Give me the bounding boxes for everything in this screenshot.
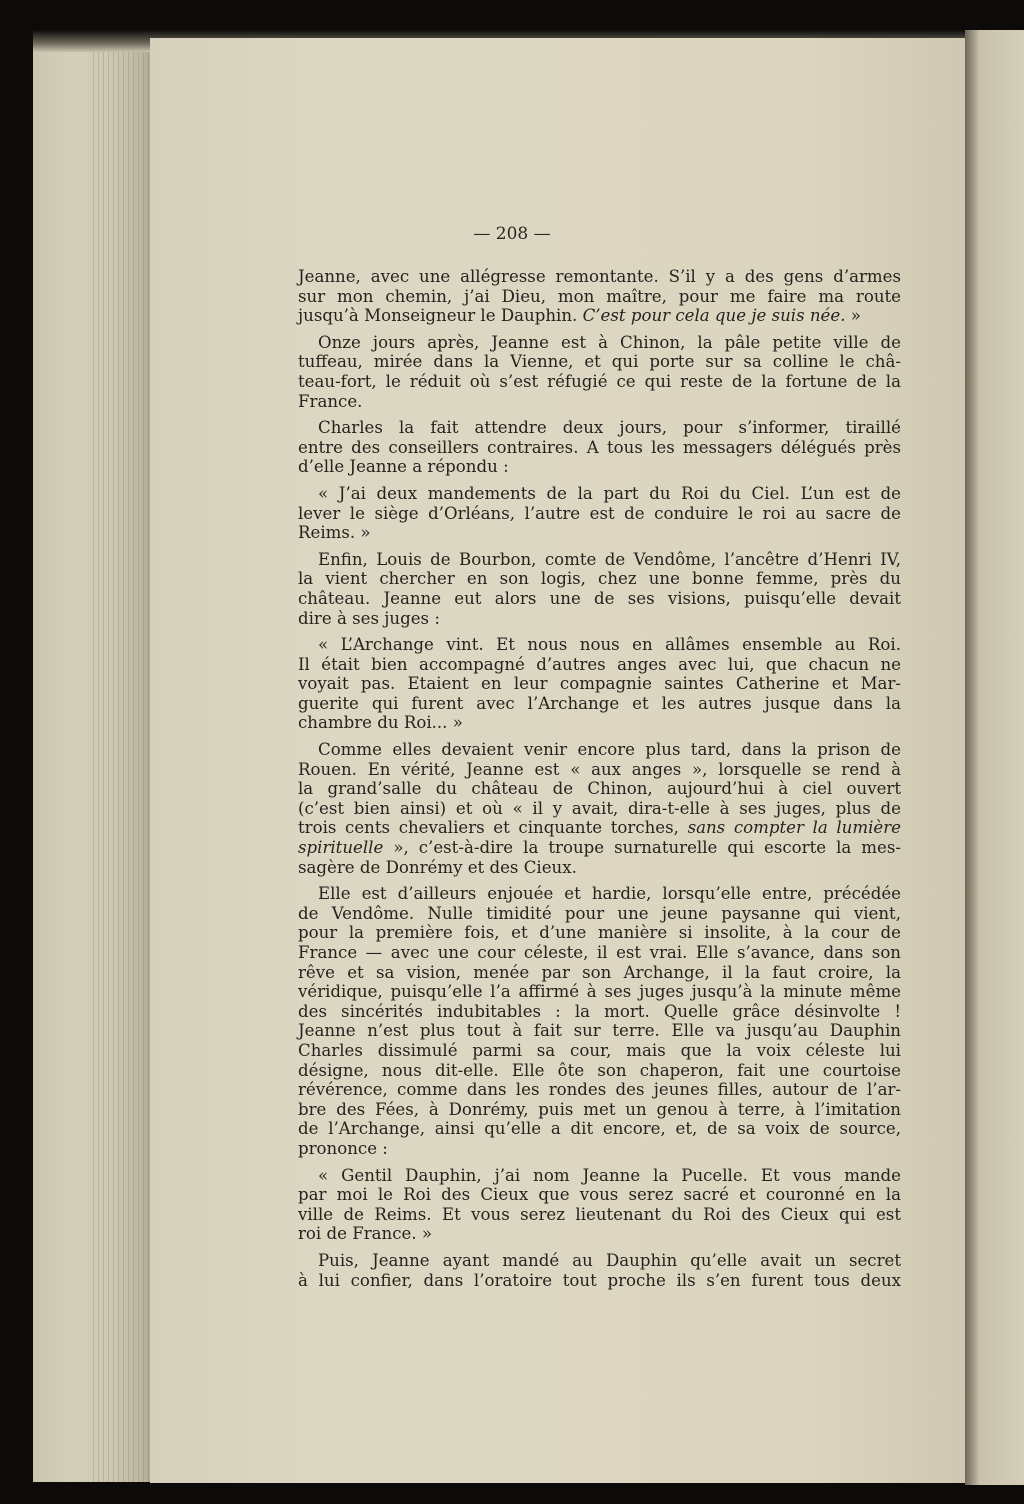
- text-segment: trois cents chevaliers et cinquante torches,: [298, 818, 688, 838]
- text-segment: rêve et sa vision, menée par son Archange, il la faut croire, la: [298, 962, 901, 982]
- text-line: [298, 760, 901, 780]
- text-segment: entre des conseillers contraires. A tous les messagers délégués près: [298, 437, 901, 457]
- page-number: — 208 —: [473, 224, 551, 244]
- text-line: [298, 858, 901, 878]
- text-segment: teau-fort, le réduit où s’est réfugié ce qui reste de la fortune de la: [298, 371, 901, 391]
- paragraph: [298, 884, 901, 1158]
- italic-text: C’est pour cela que je suis née.: [582, 306, 846, 326]
- text-line: [298, 438, 901, 458]
- text-segment: France — avec une cour céleste, il est vrai. Elle s’avance, dans son: [298, 943, 901, 962]
- text-segment: Puis, Jeanne ayant mandé au Dauphin qu’elle avait un secret: [318, 1250, 901, 1270]
- text-segment: Charles dissimulé parmi sa cour, mais que la voix céleste lui: [298, 1040, 901, 1060]
- text-segment: Enfin, Louis de Bourbon, comte de Vendôme, l’ancêtre d’Henri IV,: [318, 549, 901, 569]
- text-segment: guerite qui furent avec l’Archange et les autres jusque dans la: [298, 693, 901, 713]
- text-line: [298, 740, 901, 760]
- text-line: [298, 818, 901, 838]
- text-line: [298, 838, 901, 858]
- text-line: [298, 923, 901, 943]
- text-segment: sagère de Donrémy et des Cieux.: [298, 857, 577, 877]
- text-line: [298, 1224, 901, 1244]
- text-line: [298, 1021, 901, 1041]
- text-segment: », c’est-à-dire la troupe surnaturelle qui escorte la mes-: [383, 838, 901, 858]
- paragraph: [298, 635, 901, 733]
- text-segment: Charles la fait attendre deux jours, pour s’informer, tiraillé: [318, 418, 901, 438]
- text-line: [298, 904, 901, 924]
- text-segment: »: [845, 306, 861, 326]
- text-line: [298, 484, 901, 504]
- text-line: [298, 418, 901, 438]
- text-segment: Reims. »: [298, 523, 371, 543]
- text-line: [298, 1002, 901, 1022]
- text-segment: « J’ai deux mandements de la part du Roi du Ciel. L’un est de: [318, 483, 901, 503]
- text-segment: la vient chercher en son logis, chez une bonne femme, près du: [298, 569, 901, 589]
- text-segment: bre des Fées, à Donrémy, puis met un genou à terre, à l’imitation: [298, 1099, 901, 1119]
- text-segment: prononce :: [298, 1138, 388, 1158]
- text-line: [298, 982, 901, 1002]
- paragraph: [298, 1166, 901, 1244]
- page-stack-lines: [93, 52, 153, 1482]
- text-line: [298, 1061, 901, 1081]
- text-line: [298, 333, 901, 353]
- text-segment: à lui confier, dans l’oratoire tout proche ils s’en furent tous deux: [298, 1270, 901, 1290]
- text-segment: Onze jours après, Jeanne est à Chinon, la pâle petite ville de: [318, 332, 901, 352]
- text-line: [298, 589, 901, 609]
- text-line: [298, 1041, 901, 1061]
- italic-text: sans compter la lumière: [687, 818, 901, 838]
- text-line: [298, 523, 901, 543]
- text-segment: par moi le Roi des Cieux que vous serez sacré et couronné en la: [298, 1185, 901, 1205]
- text-line: [298, 635, 901, 655]
- text-line: [298, 1166, 901, 1186]
- paragraph: [298, 484, 901, 543]
- text-segment: « L’Archange vint. Et nous nous en allâmes ensemble au Roi.: [318, 635, 901, 655]
- text-segment: Comme elles devaient venir encore plus tard, dans la prison de: [318, 740, 901, 760]
- text-line: [298, 1080, 901, 1100]
- body-text: [298, 267, 901, 1297]
- text-line: [298, 1185, 901, 1205]
- text-segment: chambre du Roi... »: [298, 713, 463, 733]
- text-line: [298, 609, 901, 629]
- text-segment: sur mon chemin, j’ai Dieu, mon maître, pour me faire ma route: [298, 286, 901, 306]
- text-segment: Il était bien accompagné d’autres anges avec lui, que chacun ne: [298, 654, 901, 674]
- text-segment: Jeanne n’est plus tout à fait sur terre. Elle va jusqu’au Dauphin: [298, 1021, 901, 1041]
- text-line: [298, 694, 901, 714]
- text-line: [298, 674, 901, 694]
- text-line: [298, 372, 901, 392]
- text-line: [298, 287, 901, 307]
- text-line: [298, 267, 901, 287]
- text-segment: de Vendôme. Nulle timidité pour une jeune paysanne qui vient,: [298, 903, 901, 923]
- text-line: [298, 799, 901, 819]
- text-line: [298, 1251, 901, 1271]
- text-segment: tuffeau, mirée dans la Vienne, et qui porte sur sa colline le châ-: [298, 352, 901, 372]
- text-segment: « Gentil Dauphin, j’ai nom Jeanne la Pucelle. Et vous mande: [318, 1165, 901, 1185]
- text-segment: lever le siège d’Orléans, l’autre est de conduire le roi au sacre de: [298, 503, 901, 523]
- text-line: [298, 884, 901, 904]
- text-line: [298, 1100, 901, 1120]
- text-segment: Elle est d’ailleurs enjouée et hardie, lorsqu’elle entre, précédée: [318, 884, 901, 904]
- text-line: [298, 504, 901, 524]
- text-line: [298, 713, 901, 733]
- paragraph: [298, 1251, 901, 1290]
- text-line: [298, 306, 901, 326]
- paragraph: [298, 740, 901, 877]
- text-line: [298, 963, 901, 983]
- text-segment: roi de France. »: [298, 1224, 433, 1244]
- text-segment: d’elle Jeanne a répondu :: [298, 457, 509, 477]
- paragraph: [298, 267, 901, 326]
- paragraph: [298, 333, 901, 411]
- text-segment: (c’est bien ainsi) et où « il y avait, dira-t-elle à ses juges, plus de: [298, 798, 901, 818]
- text-line: [298, 1205, 901, 1225]
- text-line: [298, 655, 901, 675]
- italic-text: spirituelle: [298, 838, 384, 858]
- text-line: [298, 352, 901, 372]
- text-segment: de l’Archange, ainsi qu’elle a dit encore, et, de sa voix de source,: [298, 1119, 901, 1139]
- text-segment: des sincérités indubitables : la mort. Quelle grâce désinvolte !: [298, 1001, 901, 1021]
- text-line: [298, 392, 901, 412]
- text-segment: Jeanne, avec une allégresse remontante. S’il y a des gens d’armes: [298, 267, 901, 286]
- paragraph: [298, 418, 901, 477]
- text-line: [298, 550, 901, 570]
- text-line: [298, 1119, 901, 1139]
- text-line: [298, 779, 901, 799]
- text-segment: désigne, nous dit-elle. Elle ôte son chaperon, fait une courtoise: [298, 1060, 901, 1080]
- text-segment: révérence, comme dans les rondes des jeunes filles, autour de l’ar-: [298, 1080, 901, 1100]
- text-segment: château. Jeanne eut alors une de ses visions, puisqu’elle devait: [298, 588, 901, 608]
- text-segment: ville de Reims. Et vous serez lieutenant du Roi des Cieux qui est: [298, 1204, 901, 1224]
- text-segment: voyait pas. Etaient en leur compagnie saintes Catherine et Mar-: [298, 674, 901, 694]
- text-segment: la grand’salle du château de Chinon, aujourd’hui à ciel ouvert: [298, 779, 901, 799]
- text-segment: pour la première fois, et d’une manière si insolite, à la cour de: [298, 923, 901, 943]
- text-line: [298, 457, 901, 477]
- paragraph: [298, 550, 901, 628]
- page-stack-edge: [33, 52, 158, 1482]
- text-line: [298, 1271, 901, 1291]
- text-line: [298, 569, 901, 589]
- text-line: [298, 1139, 901, 1159]
- text-segment: France.: [298, 391, 363, 411]
- text-line: [298, 943, 901, 963]
- facing-page-edge: [965, 30, 1024, 1485]
- text-segment: dire à ses juges :: [298, 608, 440, 628]
- text-segment: jusqu’à Monseigneur le Dauphin.: [298, 306, 583, 326]
- text-segment: Rouen. En vérité, Jeanne est « aux anges », lorsquelle se rend à: [298, 759, 901, 779]
- text-segment: véridique, puisqu’elle l’a affirmé à ses juges jusqu’à la minute même: [298, 982, 901, 1002]
